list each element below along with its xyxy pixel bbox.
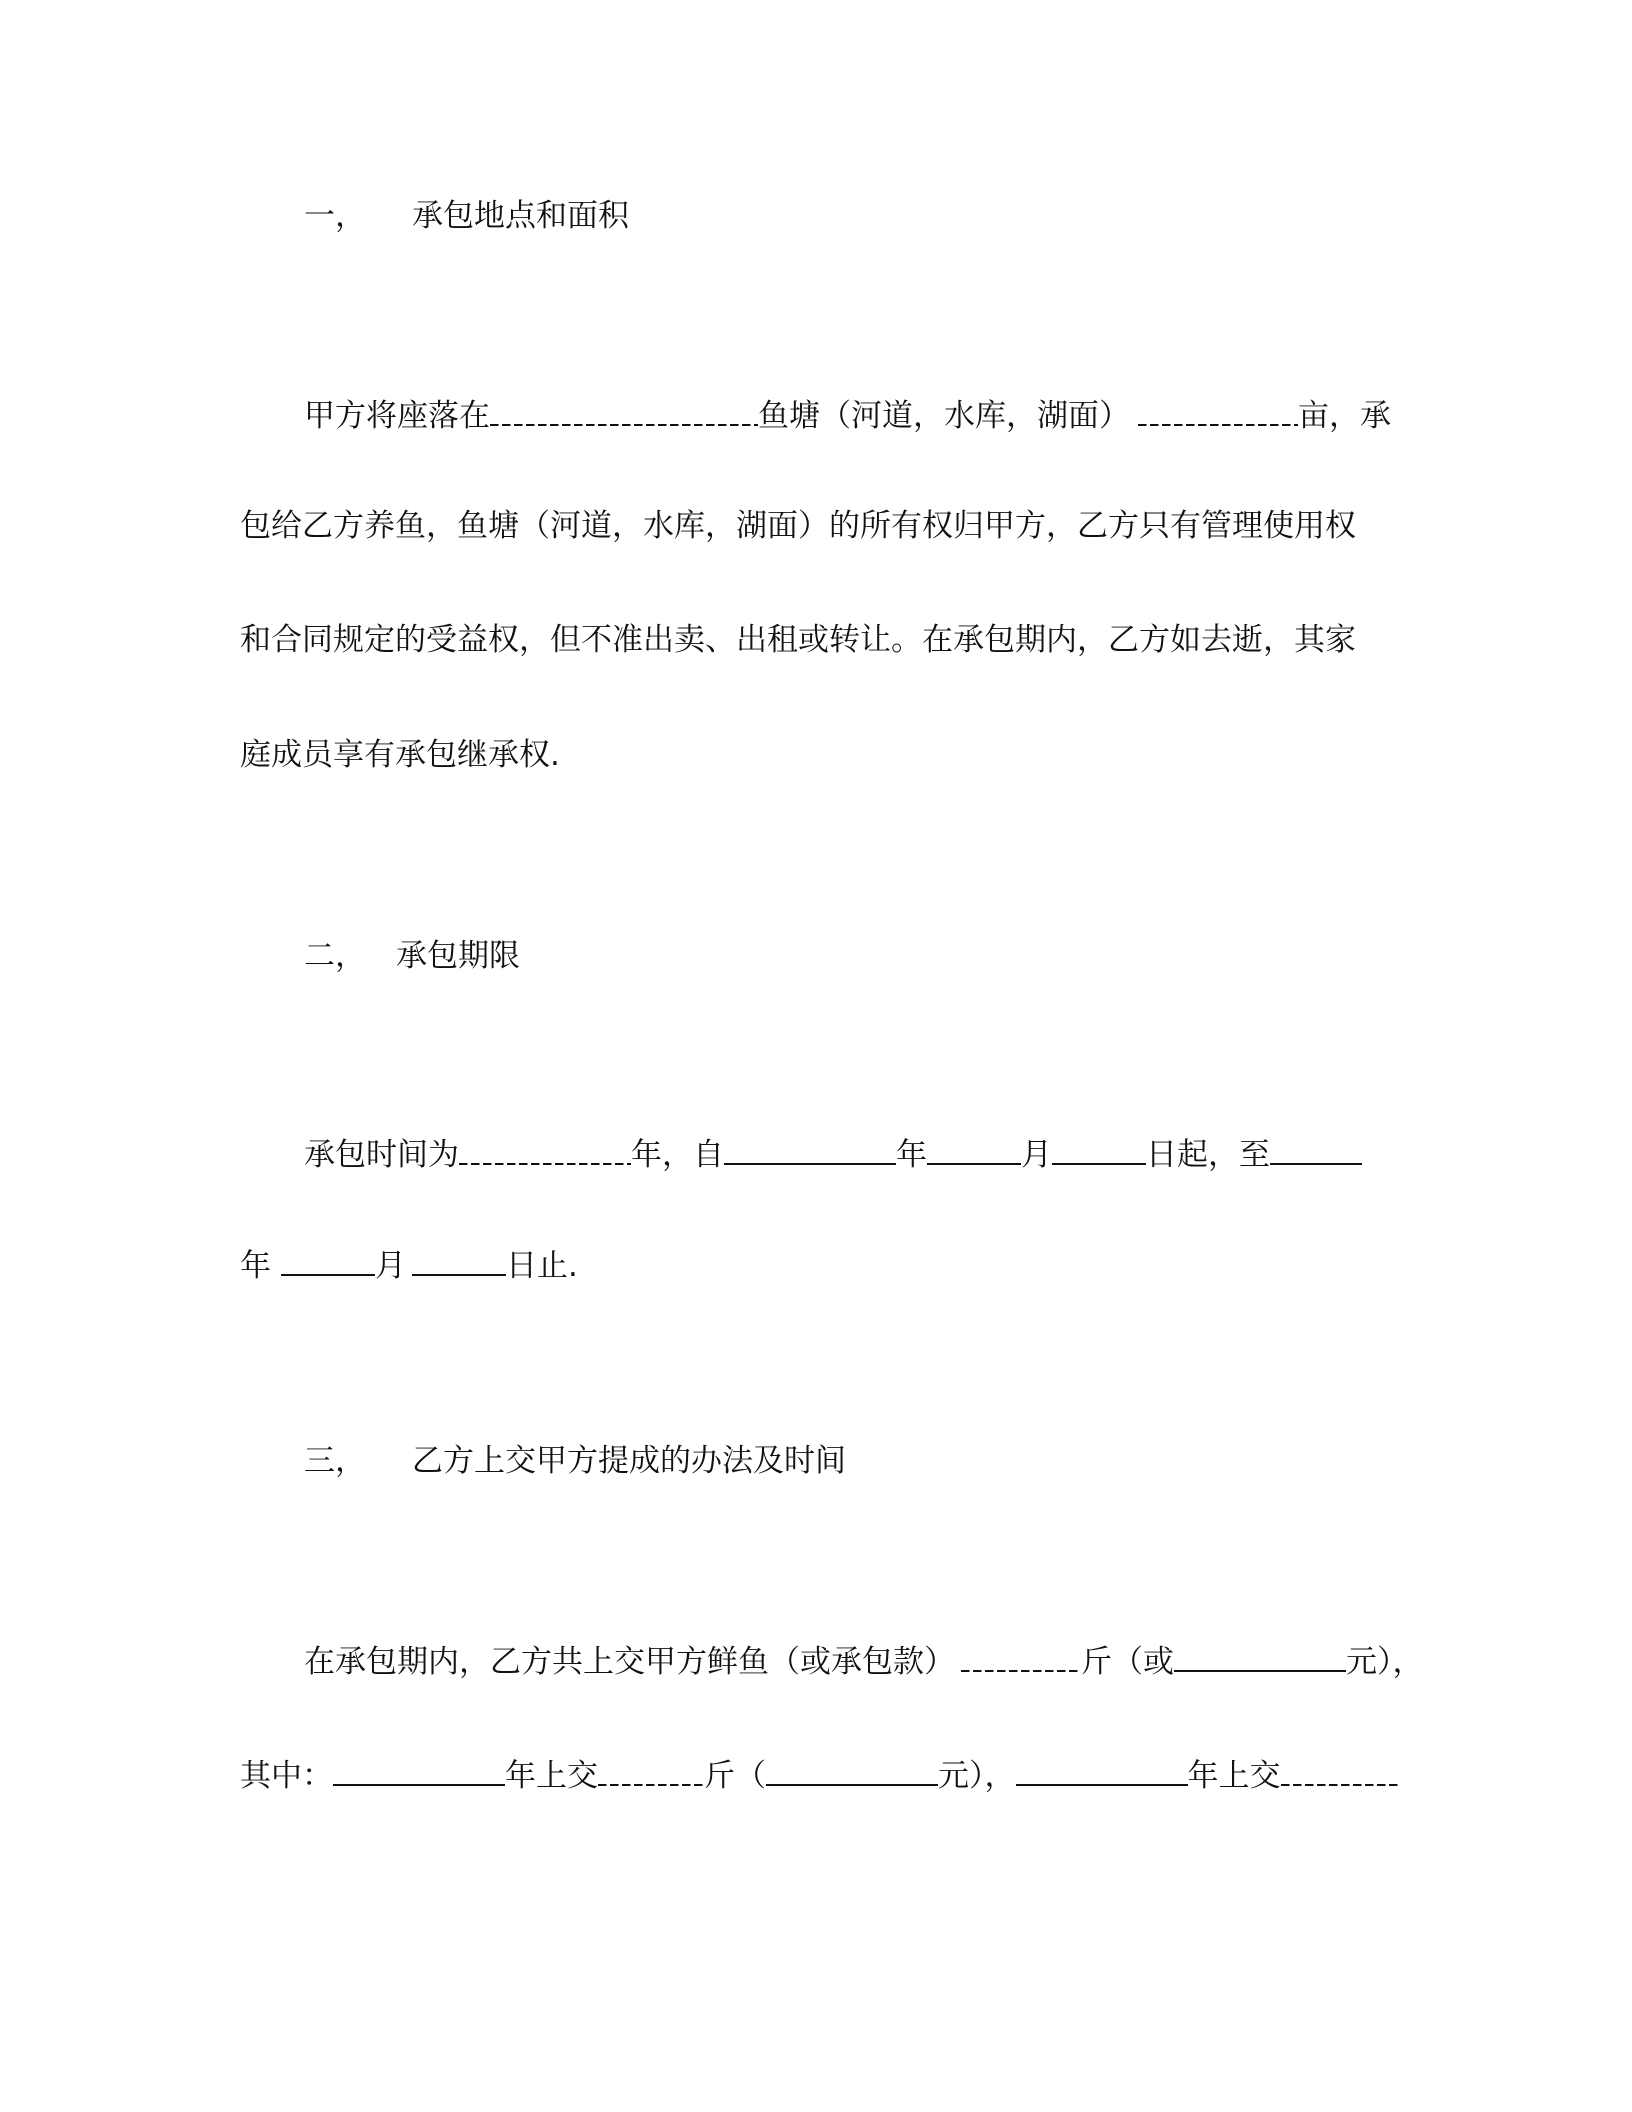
section-3-number: 三， <box>304 1443 366 1479</box>
text-segment: 其中： <box>240 1758 333 1794</box>
section-1-paragraph-line-2 <box>240 506 1356 546</box>
section-1-title: 承包地点和面积 <box>412 198 629 234</box>
text-segment: 在承包期内，乙方共上交甲方鲜鱼（或承包款） <box>304 1644 955 1680</box>
text-segment: 月 <box>1021 1137 1052 1173</box>
section-3-paragraph-line-1 <box>304 1642 1424 1682</box>
text-segment: 和合同规定的受益权，但不准出卖、出租或转让。在承包期内，乙方如去逝，其家 <box>240 622 1356 658</box>
blank-end-month <box>281 1246 375 1276</box>
text-segment: 年，自 <box>631 1137 724 1173</box>
text-segment: 斤（或 <box>1081 1644 1174 1680</box>
blank-jin-2 <box>1281 1758 1401 1786</box>
blank-start-day <box>1052 1135 1146 1165</box>
section-2-paragraph-line-2 <box>240 1246 578 1286</box>
blank-location <box>490 398 758 426</box>
text-segment: 年上交 <box>1187 1758 1281 1794</box>
section-1-paragraph-line-3 <box>240 620 1356 660</box>
text-segment: 亩，承 <box>1298 398 1391 434</box>
section-3-heading <box>304 1441 846 1481</box>
blank-year-1 <box>333 1756 505 1786</box>
text-segment: 日起，至 <box>1146 1137 1270 1173</box>
text-segment: 鱼塘（河道，水库，湖面） <box>758 398 1130 434</box>
text-segment: 年 <box>896 1137 927 1173</box>
section-1-heading <box>304 196 629 236</box>
text-segment: 包给乙方养鱼，鱼塘（河道，水库，湖面）的所有权归甲方，乙方只有管理使用权 <box>240 508 1356 544</box>
section-1-paragraph-line-1 <box>304 396 1391 436</box>
text-segment: 元）， <box>1346 1644 1424 1680</box>
blank-start-month <box>927 1135 1021 1165</box>
blank-year-2 <box>1016 1756 1188 1786</box>
text-segment: 年 <box>240 1248 271 1284</box>
text-segment: 庭成员享有承包继承权. <box>240 737 560 773</box>
text-segment: 斤（ <box>704 1758 766 1794</box>
blank-start-year <box>724 1135 896 1165</box>
blank-area <box>1138 398 1298 426</box>
text-segment: 日止. <box>506 1248 578 1284</box>
blank-total-yuan <box>1174 1642 1346 1672</box>
section-2-title: 承包期限 <box>396 938 520 974</box>
blank-end-year <box>1270 1135 1362 1165</box>
text-segment: 元）， <box>938 1758 1016 1794</box>
section-2-heading <box>304 936 520 976</box>
blank-years <box>459 1137 631 1165</box>
blank-end-day <box>412 1246 506 1276</box>
text-segment: 年上交 <box>505 1758 598 1794</box>
section-3-title: 乙方上交甲方提成的办法及时间 <box>412 1443 846 1479</box>
text-segment: 月 <box>375 1248 406 1284</box>
section-2-paragraph-line-1 <box>304 1135 1362 1175</box>
blank-yuan-1 <box>766 1756 938 1786</box>
section-3-paragraph-line-2 <box>240 1756 1401 1796</box>
blank-jin-1 <box>598 1758 704 1786</box>
text-segment: 承包时间为 <box>304 1137 459 1173</box>
section-1-paragraph-line-4 <box>240 735 560 775</box>
text-segment: 甲方将座落在 <box>304 398 490 434</box>
section-1-number: 一， <box>304 198 366 234</box>
section-2-number: 二， <box>304 938 366 974</box>
blank-total-jin <box>961 1644 1081 1672</box>
